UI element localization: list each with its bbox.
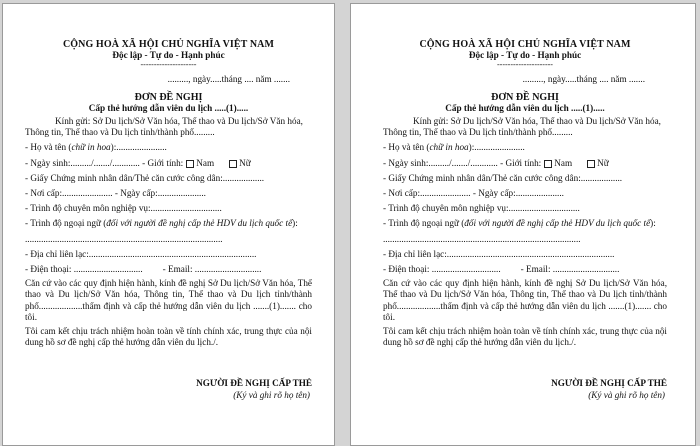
motto: Độc lập - Tự do - Hạnh phúc xyxy=(112,50,225,61)
name-field: - Họ và tên (chữ in hoa):...................... xyxy=(25,142,167,153)
language-field: - Trình độ ngoại ngữ (đối với người đề nghị cấp thẻ HDV du lịch quốc tế): xyxy=(25,218,298,229)
signer-note: (Ký và ghi rõ họ tên) xyxy=(233,389,310,400)
male-checkbox-icon xyxy=(544,160,552,168)
nation-heading: CỘNG HOÀ XÃ HỘI CHỦ NGHĨA VIỆT NAM xyxy=(419,39,631,50)
name-field: - Họ và tên (chữ in hoa):...................... xyxy=(383,142,525,153)
contact-field: - Địa chỉ liên lạc:......................................................................... xyxy=(383,248,615,259)
commitment-paragraph: Tôi cam kết chịu trách nhiệm hoàn toàn về tính chính xác, trung thực của nội dung hồ sơ đề nghị cấp thẻ hướng dẫn viên du lịch./. xyxy=(383,326,667,348)
commitment-paragraph: Tôi cam kết chịu trách nhiệm hoàn toàn về tính chính xác, trung thực của nội dung hồ sơ đề nghị cấp thẻ hướng dẫn viên du lịch./. xyxy=(25,326,312,348)
dash-line: --------------------- xyxy=(497,60,553,70)
signature-block xyxy=(25,378,312,400)
addressee: Kính gửi: Sở Du lịch/Sở Văn hóa, Thể thao và Du lịch/Sở Văn hóa, Thông tin, Thể thao và Du lịch tỉnh/thành phố......... xyxy=(383,116,661,138)
major-field: - Trình độ chuyên môn nghiệp vụ:............................... xyxy=(25,203,222,214)
nation-heading: CỘNG HOÀ XÃ HỘI CHỦ NGHĨA VIỆT NAM xyxy=(62,39,275,50)
document-page-left xyxy=(2,3,335,446)
language-field: - Trình độ ngoại ngữ (đối với người đề nghị cấp thẻ HDV du lịch quốc tế): xyxy=(383,218,656,229)
phone-email-field: - Điện thoại: .............................. - Email: ............................. xyxy=(383,264,620,275)
id-card-field: - Giấy Chứng minh nhân dân/Thẻ căn cước công dân:.................. xyxy=(25,172,265,183)
dob-gender-field: - Ngày sinh:........./......./............ - Giới tính: Nam Nữ xyxy=(383,157,609,168)
page-content xyxy=(383,39,667,401)
female-checkbox-icon xyxy=(229,160,237,168)
document-subtitle: Cấp thẻ hướng dẫn viên du lịch .....(1)..... xyxy=(445,102,605,113)
major-field: - Trình độ chuyên môn nghiệp vụ:............................... xyxy=(383,203,580,214)
signature-block xyxy=(383,378,667,400)
language-dots: ...................................................................................... xyxy=(25,233,223,244)
request-paragraph: Căn cứ vào các quy định hiện hành, kính đề nghị Sở Du lịch/Sở Văn hóa, Thể thao và Du lịch/Sở Văn hóa, Thông tin, Thể thao và Du lịch tỉnh/thành phố...................thẩm định và cấp thẻ hướng dẫn viên du lịch .......(1)....... cho tôi. xyxy=(383,278,667,322)
female-checkbox-icon xyxy=(587,160,595,168)
document-page-right xyxy=(350,3,696,446)
signer-title: NGƯỜI ĐỀ NGHỊ CẤP THẺ xyxy=(196,378,312,389)
issue-field: - Nơi cấp:...................... - Ngày cấp:..................... xyxy=(25,188,206,199)
document-subtitle: Cấp thẻ hướng dẫn viên du lịch .....(1)..... xyxy=(88,102,249,113)
dob-gender-field: - Ngày sinh:........./......./............ - Giới tính: Nam Nữ xyxy=(25,157,251,168)
male-checkbox-icon xyxy=(186,160,194,168)
phone-email-field: - Điện thoại: .............................. - Email: ............................. xyxy=(25,264,262,275)
contact-field: - Địa chỉ liên lạc:......................................................................... xyxy=(25,248,257,259)
document-title: ĐƠN ĐỀ NGHỊ xyxy=(134,91,203,103)
signer-title: NGƯỜI ĐỀ NGHỊ CẤP THẺ xyxy=(551,378,667,389)
issue-field: - Nơi cấp:...................... - Ngày cấp:..................... xyxy=(383,188,564,199)
date-line: ........., ngày.....tháng .... năm ....... xyxy=(522,74,645,85)
page-content xyxy=(25,39,312,401)
addressee: Kính gửi: Sở Du lịch/Sở Văn hóa, Thể thao và Du lịch/Sở Văn hóa, Thông tin, Thể thao và Du lịch tỉnh/thành phố......... xyxy=(25,116,303,138)
id-card-field: - Giấy Chứng minh nhân dân/Thẻ căn cước công dân:.................. xyxy=(383,172,623,183)
dash-line: --------------------- xyxy=(140,60,197,70)
motto: Độc lập - Tự do - Hạnh phúc xyxy=(468,50,582,61)
signer-note: (Ký và ghi rõ họ tên) xyxy=(588,389,665,400)
document-title: ĐƠN ĐỀ NGHỊ xyxy=(491,91,559,103)
date-line: ........., ngày.....tháng .... năm ....... xyxy=(167,74,290,85)
request-paragraph: Căn cứ vào các quy định hiện hành, kính đề nghị Sở Du lịch/Sở Văn hóa, Thể thao và Du lịch/Sở Văn hóa, Thông tin, Thể thao và Du lịch tỉnh/thành phố...................thẩm định và cấp thẻ hướng dẫn viên du lịch .......(1)....... cho tôi. xyxy=(25,278,312,322)
language-dots: ...................................................................................... xyxy=(383,233,581,244)
